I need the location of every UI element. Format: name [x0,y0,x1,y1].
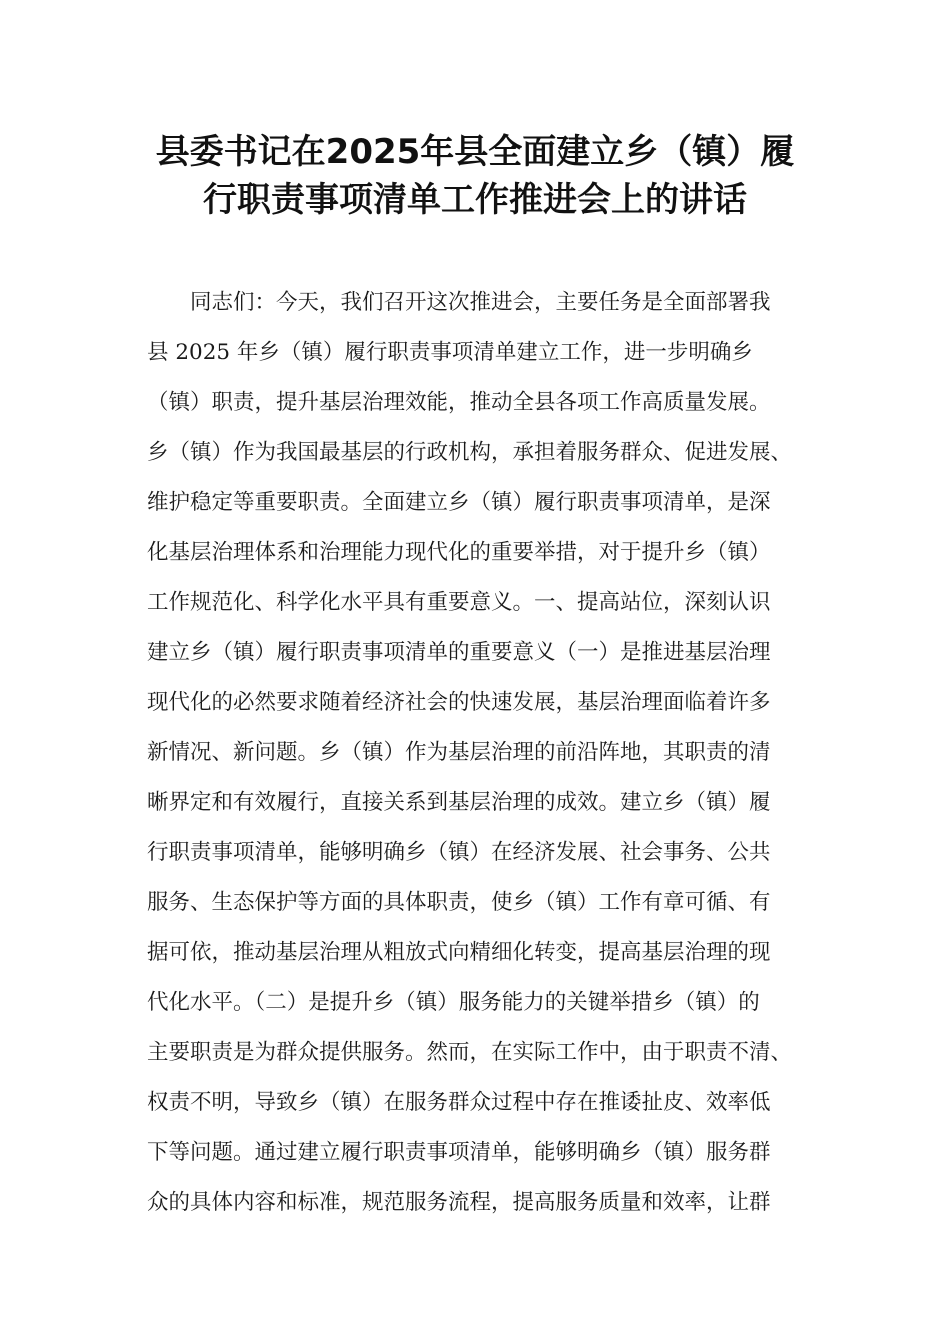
body-line: 行职责事项清单，能够明确乡（镇）在经济发展、社会事务、公共 [147,840,771,865]
body-line: 现代化的必然要求随着经济社会的快速发展，基层治理面临着许多 [147,690,771,715]
body-line: 县 2025 年乡（镇）履行职责事项清单建立工作，进一步明确乡 [147,340,753,365]
body-line: 代化水平。（二）是提升乡（镇）服务能力的关键举措乡（镇）的 [147,990,760,1015]
title-line-1: 县委书记在2025年县全面建立乡（镇）履 [155,132,795,172]
document-title [120,128,830,224]
body-line: 服务、生态保护等方面的具体职责，使乡（镇）工作有章可循、有 [147,890,771,915]
body-line: 下等问题。通过建立履行职责事项清单，能够明确乡（镇）服务群 [147,1140,771,1165]
body-line: 权责不明，导致乡（镇）在服务群众过程中存在推诿扯皮、效率低 [147,1090,771,1115]
body-line: 乡（镇）作为我国最基层的行政机构，承担着服务群众、促进发展、 [147,440,793,465]
body-line: 维护稳定等重要职责。全面建立乡（镇）履行职责事项清单，是深 [147,490,771,515]
body-line: 化基层治理体系和治理能力现代化的重要举措，对于提升乡（镇） [147,540,771,565]
body-line: 晰界定和有效履行，直接关系到基层治理的成效。建立乡（镇）履 [147,790,771,815]
body-line: 据可依，推动基层治理从粗放式向精细化转变，提高基层治理的现 [147,940,771,965]
body-line: 工作规范化、科学化水平具有重要意义。一、提高站位，深刻认识 [147,590,771,615]
body-line: 同志们：今天，我们召开这次推进会，主要任务是全面部署我 [190,290,771,315]
body-line: 建立乡（镇）履行职责事项清单的重要意义（一）是推进基层治理 [147,640,771,665]
document-body [147,278,827,1228]
body-line: 主要职责是为群众提供服务。然而，在实际工作中，由于职责不清、 [147,1040,793,1065]
body-line: 众的具体内容和标准，规范服务流程，提高服务质量和效率，让群 [147,1190,771,1215]
body-line: 新情况、新问题。乡（镇）作为基层治理的前沿阵地，其职责的清 [147,740,771,765]
body-line: （镇）职责，提升基层治理效能，推动全县各项工作高质量发展。 [147,390,771,415]
title-line-2: 行职责事项清单工作推进会上的讲话 [203,180,747,220]
